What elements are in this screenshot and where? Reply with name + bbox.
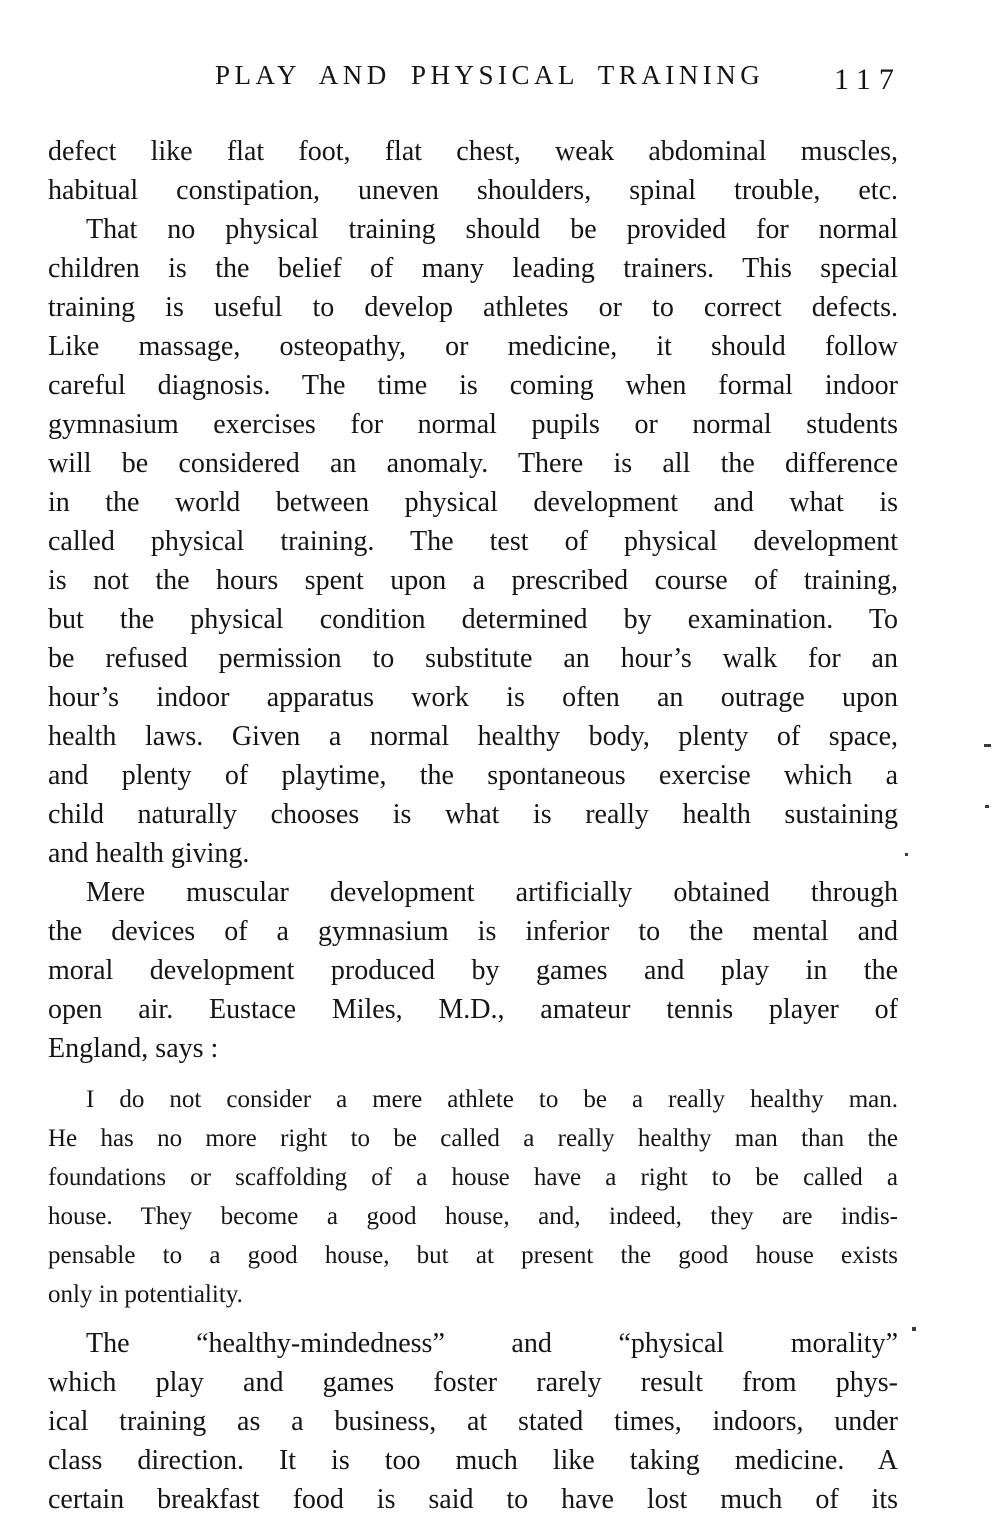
paragraph (48, 210, 898, 873)
text-line: moral development produced by games and play in the (48, 955, 898, 986)
text-line: child naturally chooses is what is really health sustaining (48, 799, 898, 830)
text-line: house. They become a good house, and, indeed, they are indis- (48, 1203, 898, 1230)
text-line: I do not consider a mere athlete to be a really healthy man. (86, 1086, 898, 1113)
paragraph (48, 1324, 898, 1514)
text-line: gymnasium exercises for normal pupils or normal students (48, 409, 898, 440)
text-line: which play and games foster rarely result from phys- (48, 1367, 898, 1398)
scan-speck (905, 853, 908, 856)
text-line: open air. Eustace Miles, M.D., amateur tennis player of (48, 994, 898, 1025)
paragraph (48, 873, 898, 1068)
text-line: careful diagnosis. The time is coming when formal indoor (48, 370, 898, 401)
text-line: ical training as a business, at stated times, indoors, under (48, 1406, 898, 1437)
text-line: the devices of a gymnasium is inferior to the mental and (48, 916, 898, 947)
text-line: but the physical condition determined by examination. To (48, 604, 898, 635)
text-line: pensable to a good house, but at present the good house exists (48, 1242, 898, 1269)
text-line: Like massage, osteopathy, or medicine, it should follow (48, 331, 898, 362)
scan-speck (912, 1327, 916, 1331)
text-line: called physical training. The test of physical development (48, 526, 898, 557)
text-line: hour’s indoor apparatus work is often an outrage upon (48, 682, 898, 713)
page-number: 117 (834, 63, 902, 96)
text-line: will be considered an anomaly. There is all the difference (48, 448, 898, 479)
text-line: habitual constipation, uneven shoulders, spinal trouble, etc. (48, 175, 898, 206)
text-block (48, 132, 898, 1514)
running-title: PLAY AND PHYSICAL TRAINING (215, 60, 765, 90)
text-line: in the world between physical development and what is (48, 487, 898, 518)
text-line: Mere muscular development artificially obtained through (86, 877, 898, 908)
text-line: England, says : (48, 1033, 219, 1064)
scan-speck (985, 805, 989, 808)
text-line: training is useful to develop athletes or to correct defects. (48, 292, 898, 323)
paragraph (48, 132, 898, 210)
block-quote (48, 1080, 898, 1314)
text-line: That no physical training should be provided for normal (86, 214, 898, 245)
text-line: foundations or scaffolding of a house have a right to be called a (48, 1164, 898, 1191)
scan-speck (984, 744, 991, 747)
text-line: and plenty of playtime, the spontaneous exercise which a (48, 760, 898, 791)
text-line: and health giving. (48, 838, 250, 869)
text-line: is not the hours spent upon a prescribed course of training, (48, 565, 898, 596)
text-line: certain breakfast food is said to have lost much of its (48, 1484, 898, 1514)
text-line: The “healthy-mindedness” and “physical morality” (86, 1328, 898, 1359)
text-line: be refused permission to substitute an hour’s walk for an (48, 643, 898, 674)
text-line: He has no more right to be called a really healthy man than the (48, 1125, 898, 1152)
text-line: only in potentiality. (48, 1281, 243, 1308)
text-line: health laws. Given a normal healthy body, plenty of space, (48, 721, 898, 752)
text-line: class direction. It is too much like taking medicine. A (48, 1445, 898, 1476)
text-line: defect like flat foot, flat chest, weak abdominal muscles, (48, 136, 898, 167)
text-line: children is the belief of many leading trainers. This special (48, 253, 898, 284)
